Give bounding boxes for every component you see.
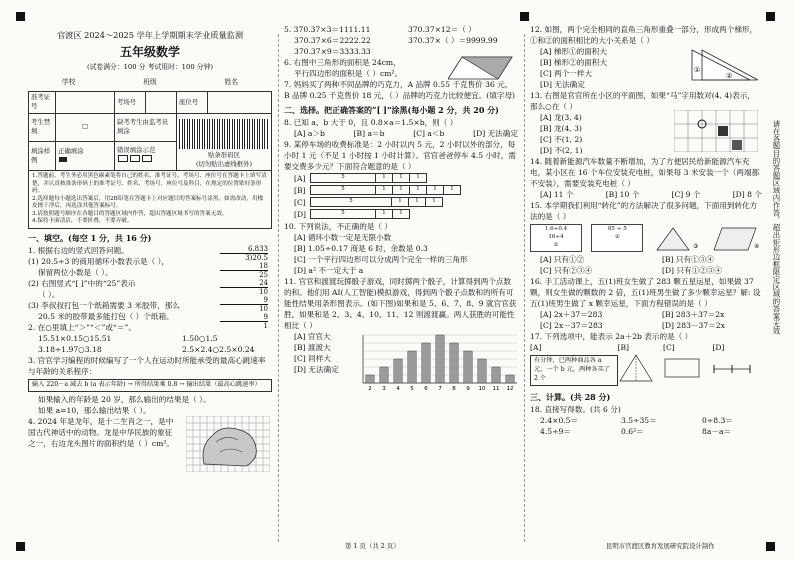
section-2-title: 二、选择。把正确答案的“[ ]”涂黑(每小题 2 分，共 20 分) [284, 105, 499, 115]
question-text: (2) 右图竖式“[ ]”中的“25”表示 [28, 278, 136, 288]
bar-cell: 1 [410, 174, 427, 183]
registration-table [28, 91, 272, 171]
question-text: 370.37×12＝（ ） [408, 25, 476, 34]
question-text: 保留两位小数是（ ）。 [38, 267, 113, 277]
option-d[interactable] [294, 209, 518, 220]
option-a[interactable]: [A] 11 个 [540, 190, 574, 199]
program-flow-box: 输入 220－a 减去 b (a 表示年龄) → 所得结果乘 0.8 → 输出结果（最高心跳速率） [28, 379, 272, 392]
parallelogram-figure [448, 55, 514, 81]
option-text-box: 有分钟，已两种商品各 a 元，一个 b 元，两种各买了 2 个 [530, 355, 618, 386]
bar-cell: 1 [393, 186, 410, 195]
question-text: 12. 如图，两个完全相同的直角三角形重叠一部分，形成两个梯形，①和②的面积相比的大小关系是（ ） [530, 25, 758, 45]
q15-options-row [530, 254, 762, 265]
question-8: 8. 已知 a、b 大于 0，且 0.8×a＝1.5×b，则（ ） [284, 117, 458, 127]
option-d[interactable]: [D] 283－37＝2x [662, 321, 725, 330]
tick-label-11: 11 [492, 385, 500, 392]
option-a[interactable]: [A] 龙(3, 4) [540, 113, 582, 122]
barcode-area-label: 贴条形码区 [208, 150, 240, 159]
bar-cell: 5 [311, 186, 376, 195]
candidate-field[interactable] [146, 91, 177, 113]
option-a[interactable]: [A] 梯形①的面积大 [540, 47, 607, 56]
transformation-figures [530, 224, 762, 252]
column-2 [284, 24, 518, 393]
question-10: 10. 下列说法，不正确的是（ ） [284, 221, 393, 231]
comparison-item: 1.50○1.5 [182, 333, 218, 343]
corner-mark [766, 12, 775, 21]
calc-item[interactable]: 4.5÷9＝ [540, 426, 571, 436]
bar-sum-10 [478, 359, 486, 383]
figure-3 [653, 224, 703, 252]
barcode-note: (切勿贴出虚线框外) [195, 159, 253, 168]
bar-cell: 1 [393, 210, 410, 219]
bar-sum-4 [394, 359, 402, 383]
option-b[interactable]: [B] 1.05÷0.17 商是 6 时，余数是 0.3 [294, 243, 428, 253]
barcode-graphic [179, 119, 269, 149]
tick-label-8: 8 [452, 385, 456, 392]
instruction-item: 1.答题前，考生务必用黑色碳素笔将自己的姓名、准考证号、考场号、座位号在答题卡上填写清楚，并认真核准条形码上的准考证号、姓名、考场号、座位号及科目，在规定的位置贴好条形码。 [32, 173, 267, 195]
question-5 [284, 24, 518, 35]
option-a[interactable]: [A] a＞b [294, 128, 325, 138]
option-a[interactable] [294, 173, 518, 184]
option-d[interactable]: [D] a² 不一定大于 a [294, 265, 364, 275]
bar-cell: 1 [392, 198, 409, 207]
bar-strip [310, 185, 461, 195]
rectangle-figure [663, 353, 703, 383]
bar-sum-8 [450, 343, 458, 383]
question-text: 13. 右图是官官所在小区的平面图，如果“马”字用数对(4, 4)表示，那么○在（ ） [530, 91, 755, 111]
question-9: 9. 某停车场的收费标准是：2 小时以内 5 元，2 小时以外的部分，每小时 1 元（不足 1 小时按 1 小时计算）。官官爸爸停车 4.5 小时，需要交费多少元？下面符合题意的是（ ） [284, 139, 516, 171]
calc-item[interactable]: 8a－a＝ [702, 426, 732, 436]
bar-sum-5 [408, 351, 416, 383]
question-4 [28, 416, 272, 449]
dice-sum-bar-chart [351, 331, 518, 393]
svg-text:②: ② [726, 72, 733, 80]
q9-bar-options [284, 173, 518, 220]
overlapping-triangles-figure [690, 48, 760, 82]
option-label: [B] [294, 185, 306, 195]
segment-figure [712, 353, 752, 383]
page-number: 第 1 页（共 2 页） [345, 542, 400, 550]
bar-sum-9 [464, 351, 472, 383]
option-label: [A] [530, 343, 542, 352]
question-text: (3) 李叔叔打包一个纸箱需要 3 米胶带，那么 [28, 300, 180, 310]
seat-label: 座位号 [177, 91, 208, 113]
option-d[interactable]: [D] 只有①②③④ [662, 266, 722, 275]
question-text: 如果 a=10，那么输出结果（ ）。 [38, 405, 151, 415]
seat-field[interactable] [208, 91, 272, 113]
bar-cell: 1 [393, 174, 410, 183]
figure-label: ④ [753, 243, 760, 250]
question-text: 20.5 米的胶带最多能打包（ ）个纸箱。 [38, 311, 174, 321]
exam-title: 官渡区 2024～2025 学年上学期期末学业质量监测 [56, 30, 244, 40]
division-step: 18 [259, 261, 268, 270]
correct-fill [56, 141, 115, 170]
corner-mark [16, 542, 25, 551]
division-step: 10 [220, 287, 268, 296]
fill-label: 填涂样例 [29, 141, 56, 170]
student-info-row [28, 78, 272, 88]
question-5-row [284, 35, 518, 46]
question-16: 16. 手工活动课上，五(1)班女生做了 283 颗五星运星，如果做 37 颗，则女生做的颗数的 2 倍，五(1)班男生做了多少颗幸运星？解: 设五(1)班男生做了 x 颗幸运星，下面方程错误的是（ ） [530, 277, 761, 308]
option-b[interactable]: [B] 283＋37＝2x [662, 310, 725, 319]
bar-cell: 1 [410, 186, 427, 195]
q17-options [530, 342, 762, 388]
option-c[interactable]: [C] 同样大 [294, 353, 331, 363]
bar-cell: 1 [409, 198, 426, 207]
tick-label-4: 4 [396, 385, 400, 392]
column-1 [28, 24, 272, 449]
question-text: 370.37×6＝2222.22 [294, 36, 371, 45]
question-17: 17. 下列选项中，能表示 2a＋2b 表示的是（ ） [530, 332, 693, 341]
question-text: 370.37×9＝3333.33 [294, 47, 371, 56]
tick-label-10: 10 [478, 385, 486, 392]
tick-label-3: 3 [382, 385, 386, 392]
q11-options [284, 331, 351, 393]
tick-label-5: 5 [410, 385, 414, 392]
option-c[interactable]: [C] a＜b [413, 128, 445, 138]
school-label: 学校 [61, 78, 76, 87]
absent-text: 缺考考生由监考员填涂 [115, 113, 177, 141]
option-d[interactable]: [D] 无法确定 [540, 80, 585, 89]
q14-options [530, 189, 762, 200]
tick-label-9: 9 [466, 385, 470, 392]
question-7: 7. 妈妈买了两种不同品牌的巧克力，A 品牌 0.55 千克售价 36 元，B 品牌 0.25 千克售价 18 元，（ ）品牌的巧克力比较便宜。(填字母) [284, 80, 516, 100]
calc-row [530, 415, 762, 426]
bar-sum-6 [422, 343, 430, 383]
question-12 [530, 24, 762, 90]
svg-text:①: ① [694, 66, 701, 74]
q17-option-b[interactable] [618, 342, 664, 386]
option-label: [C] [294, 197, 306, 207]
bar-sum-3 [380, 367, 388, 383]
bar-cell: 5 [311, 174, 376, 183]
bar-sum-2 [366, 375, 374, 383]
side-note: 请在各题目的答题区域内作答，超出矩形边框限定区域的答案无效 [772, 120, 781, 335]
dragon-head-grid-image [186, 416, 270, 472]
tick-label-7: 7 [438, 385, 442, 392]
division-step: 1 [220, 321, 268, 330]
tick-label-6: 6 [424, 385, 428, 392]
bar-strip [310, 197, 443, 207]
bar-sum-7 [436, 335, 444, 383]
bar-cell: 1 [426, 198, 443, 207]
q16-options-row [530, 309, 762, 320]
question-text: 1. 根据右边的竖式回答问题。 [28, 245, 129, 255]
bar-sum-12 [506, 375, 514, 383]
q12-options [530, 46, 680, 90]
q16-options-row [530, 320, 762, 331]
options-row [284, 128, 518, 139]
bar-cell: 1 [376, 210, 393, 219]
exam-meta: (试卷满分：100 分 考试用时：100 分钟) [86, 63, 214, 72]
option-c[interactable]: [C] 不(1, 2) [540, 135, 583, 144]
class-label: 班级 [143, 78, 157, 87]
candidate-label: 考场号 [115, 91, 146, 113]
figure-label: ③ [692, 243, 699, 250]
question-14: 14. 随着新能源汽车数量不断增加，为了方便居民给新能源汽车充电，某小区在 16 个车位安装充电桩，如果每 3 米安装一个（两端都不安装），需要安装充电桩（ ） [530, 157, 760, 188]
question-text: 如果输入的年龄是 20 岁，那么输出的结果是（ ）。 [38, 394, 211, 404]
comparison-row [28, 344, 272, 355]
comparison-item: 3.18÷1.97○3.18 [38, 344, 102, 354]
bar-cell: 1 [427, 186, 444, 195]
division-divisor: 3 [245, 253, 250, 262]
barcode-area [177, 113, 272, 171]
question-18: 18. 直接写得数。(共 6 分) [530, 404, 621, 414]
option-b[interactable]: [B] 渡渡大 [294, 342, 331, 352]
option-b[interactable] [294, 185, 518, 196]
q10-options [284, 232, 518, 276]
bar-strip [310, 209, 410, 219]
calc-row [530, 426, 762, 437]
wrong-fill-label: 错误填涂示范 [117, 146, 156, 155]
option-d[interactable]: [D] 不(2, 1) [540, 146, 583, 155]
question-2: 2. 在○里填上“＞”“＜”或“＝”。 [28, 322, 136, 332]
bar-cell: 5 [311, 198, 392, 207]
option-label: [C] [663, 343, 675, 352]
option-b[interactable]: [B] 只有①③④ [662, 255, 714, 264]
corner-mark [766, 542, 775, 551]
q17-option-a[interactable] [530, 342, 618, 388]
figure-1: 1.6÷0.4 16÷4 ① [530, 224, 582, 252]
division-step: 25 [220, 270, 268, 279]
option-a[interactable]: [A] 官官大 [294, 331, 331, 341]
division-step: 10 [220, 304, 268, 313]
q11-area [284, 331, 518, 393]
question-text: 6. 右图中三角形的面积是 24cm， [284, 58, 401, 67]
q17-option-d[interactable] [712, 342, 762, 386]
question-text: 4. 2024 年是龙年，是十二生肖之一，是中国古代神话中的动物。龙是中华民族的象征之一，右边龙头图片的面积约是（ ）cm²。 [28, 416, 175, 448]
instructions [28, 171, 272, 229]
dot-mark-icon [142, 155, 152, 162]
figure-label: ② [614, 234, 620, 241]
section-1-title: 一、填空。(每空 1 分，共 16 分) [28, 232, 152, 243]
column-3 [530, 24, 762, 437]
check-mark-icon [118, 155, 128, 162]
option-c[interactable]: [C] 2x－37＝283 [540, 321, 603, 330]
q13-options [530, 112, 660, 156]
footer-credit: 昆明市官渡区教育发展研究院设计制作 [606, 542, 715, 550]
comparison-item: 15.51×0.15○15.51 [38, 333, 112, 343]
exam-id-label: 准考证号 [29, 91, 56, 113]
bar-sum-11 [492, 367, 500, 383]
option-label: [A] [294, 173, 306, 183]
q15-options-row [530, 265, 762, 276]
question-13 [530, 90, 762, 156]
option-label: [B] [617, 343, 630, 352]
triangle-figure [618, 353, 654, 383]
corner-mark [16, 12, 25, 21]
section-3-title: 三、计算。(共 28 分) [530, 391, 611, 402]
instruction-item: 4.保持卡面清洁，不要折叠，不要弄破。 [32, 218, 133, 225]
option-b[interactable]: [B] 10 个 [605, 190, 640, 199]
comparison-item: 2.5×2.4○2.5×0.24 [182, 344, 255, 354]
comparison-row [28, 333, 272, 344]
corner-mark [520, 12, 529, 21]
cross-mark-icon [130, 155, 140, 162]
division-dividend: 20.5 [252, 253, 268, 262]
option-b[interactable]: [B] a＝b [353, 128, 385, 138]
figure-4 [712, 224, 762, 252]
question-11: 11. 官官和渡渡玩掷骰子游戏，同时掷两个骰子，计算得到两个点数的和。他们用 AI(人工智能)模拟游戏，得到两个骰子点数和的所有可能性结果用条形图表示。(如下图)如果和是 5、6、7、8、9 就官官获胜，如果和是 2、3、4、10、11、12 则渡渡赢。两人获胜的可能性相比（ ） [284, 276, 517, 330]
question-text: (1) 20.5÷3 的商用循环小数表示是（ ）， [28, 256, 170, 266]
option-label: [D] [712, 343, 725, 352]
exam-id-field[interactable] [56, 91, 115, 113]
option-b[interactable]: [B] 梯形②的面积大 [540, 58, 608, 67]
option-label: [D] [294, 209, 307, 219]
division-step: 9 [263, 295, 268, 304]
option-c[interactable]: [C] 只有②③④ [540, 266, 593, 275]
option-b[interactable]: [B] 龙(4, 3) [540, 124, 582, 133]
filled-mark-icon [59, 157, 67, 162]
column-divider [524, 34, 525, 542]
subject-title: 五年级数学 [119, 44, 180, 59]
calc-item[interactable]: 0÷8.3＝ [702, 415, 733, 425]
option-c[interactable] [294, 197, 518, 208]
bar-cell: 1 [376, 186, 393, 195]
question-text: 平行四边形的面积是（ ）cm²。 [294, 69, 403, 78]
bar-cell: 1 [444, 186, 461, 195]
question-6 [284, 57, 518, 79]
long-division: 6.833 3)20.5 18 25 24 10 9 10 9 1 [220, 245, 268, 330]
option-c[interactable]: [C] 一个平行四边形可以分成两个完全一样的三角形 [294, 254, 468, 264]
bar-cell: 1 [376, 174, 393, 183]
calc-item[interactable]: 2.4×0.5＝ [540, 415, 579, 425]
column-divider [278, 34, 279, 542]
division-quotient: 6.833 [247, 244, 268, 253]
question-text: 5. 370.37×3＝1111.11 [284, 25, 371, 34]
division-step: 9 [263, 312, 268, 321]
question-text: （ ）。 [38, 289, 60, 299]
mark-label: 考生禁填 [29, 113, 56, 141]
tick-label-2: 2 [368, 385, 372, 392]
option-c[interactable]: [C] 两个一样大 [540, 69, 593, 78]
option-a[interactable]: [A] 只有①② [540, 255, 585, 264]
tick-label-12: 12 [506, 385, 514, 392]
division-step: 24 [259, 278, 268, 287]
question-3: 3. 官官学习编程的时候编写了一个人在运动时所能承受的最高心跳速率与年龄的关系程序： [28, 355, 266, 376]
option-c[interactable]: [C] 9 个 [671, 190, 701, 199]
neighborhood-map-grid [674, 110, 758, 152]
correct-fill-label: 正确填涂 [58, 146, 84, 155]
q17-option-c[interactable] [663, 342, 712, 386]
instruction-item: 3.请按照题号顺序在各题目的答题区域内作答，超出答题区域书写的答案无效。 [32, 210, 228, 217]
question-15: 15. 本学期我们利用“转化”的方法解决了很多问题，下面用到转化方法的是（ ） [530, 201, 758, 221]
option-a[interactable]: [A] 循环小数一定是无限小数 [294, 232, 392, 242]
instruction-item: 2.选择题每小题选出答案后，用2B铅笔在答题卡上对应题目的答案标号涂黑，如需改动，用橡皮擦干净后，再选涂其他答案标号。 [32, 195, 264, 210]
option-a[interactable]: [A] 2x＋37＝283 [540, 310, 603, 319]
option-d[interactable]: [D] 无法确定 [473, 128, 518, 138]
option-d[interactable]: [D] 8 个 [732, 190, 762, 199]
wrong-fill [115, 141, 177, 170]
calc-item[interactable]: 0.6²＝ [621, 426, 644, 436]
figure-2: 85 ÷ 5 ② [591, 224, 643, 252]
question-text: 370.37×（ ）＝9999.99 [408, 36, 498, 45]
name-label: 姓名 [224, 78, 239, 87]
bar-cell: 5 [311, 210, 376, 219]
absent-box[interactable]: □ [56, 113, 115, 141]
figure-label: ① [553, 242, 559, 249]
calc-item[interactable]: 3.5÷35＝ [621, 415, 657, 425]
option-d[interactable]: [D] 无法确定 [294, 364, 339, 374]
bar-strip [310, 173, 427, 183]
